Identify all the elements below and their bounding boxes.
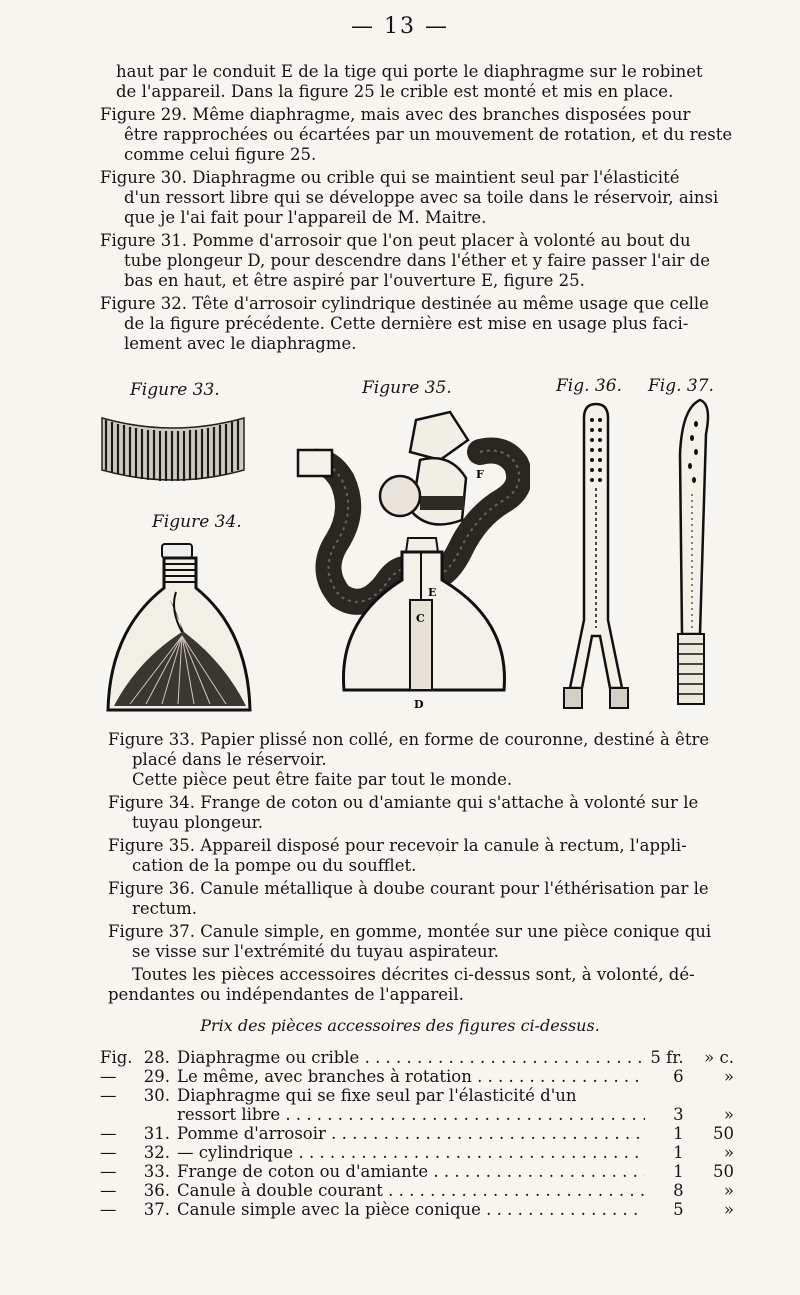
price-fig-number: 37.: [143, 1200, 171, 1219]
paragraph-line: être rapprochées ou écartées par un mouvement de rotation, et du reste: [124, 125, 733, 144]
paragraph-line: Figure 36. Canule métallique à doube courant pour l'éthérisation par le: [108, 879, 709, 898]
price-fig-prefix: —: [100, 1143, 117, 1162]
paragraph-line: cation de la pompe ou du soufflet.: [132, 856, 417, 875]
price-centimes: »: [723, 1181, 734, 1200]
paragraph-line: d'un ressort libre qui se développe avec sa toile dans le réservoir, ainsi: [124, 188, 719, 207]
paragraph-line: lement avec le diaphragme.: [124, 334, 357, 353]
prices-title: Prix des pièces accessoires des figures ci-dessus.: [200, 1016, 600, 1035]
price-fig-prefix: —: [100, 1086, 117, 1105]
price-row: [100, 1200, 740, 1219]
paragraph-figure-35: [108, 836, 744, 876]
price-item-label: Diaphragme ou crible: [177, 1048, 360, 1067]
price-fig-number: 36.: [143, 1181, 171, 1200]
price-francs: 5 fr.: [650, 1048, 684, 1067]
price-centimes: »: [723, 1200, 734, 1219]
paragraph-line: Figure 35. Appareil disposé pour recevoir la canule à rectum, l'appli-: [108, 836, 687, 855]
label-f: F: [476, 468, 484, 481]
price-row: [100, 1086, 740, 1105]
paragraph-line: tuyau plongeur.: [132, 813, 263, 832]
figure-36-caption: Fig. 36.: [556, 376, 622, 396]
price-item-label: Pomme d'arrosoir: [177, 1124, 326, 1143]
price-fig-prefix: —: [100, 1181, 117, 1200]
price-fig-prefix: —: [100, 1124, 117, 1143]
price-row: [100, 1181, 740, 1200]
paragraph-line: Figure 32. Tête d'arrosoir cylindrique destinée au même usage que celle: [100, 294, 709, 313]
paragraph-figure-36: [108, 879, 744, 919]
paragraph-line: de l'appareil. Dans la figure 25 le crible est monté et mis en place.: [116, 82, 674, 101]
price-fig-prefix: —: [100, 1200, 117, 1219]
paragraph-line: Toutes les pièces accessoires décrites ci-dessus sont, à volonté, dé-: [132, 965, 695, 984]
price-fig-prefix: —: [100, 1162, 117, 1181]
price-row: [100, 1143, 740, 1162]
figure-34-flask-illustration: [100, 540, 260, 725]
paragraph-line: Cette pièce peut être faite par tout le monde.: [132, 770, 513, 789]
paragraph-line: pendantes ou indépendantes de l'appareil.: [108, 985, 464, 1004]
paragraph-figure-34: [108, 793, 744, 833]
paragraph-line: Figure 31. Pomme d'arrosoir que l'on peut placer à volonté au bout du: [100, 231, 691, 250]
paragraph-line: haut par le conduit E de la tige qui porte le diaphragme sur le robinet: [116, 62, 703, 81]
price-item-label: — cylindrique: [177, 1143, 294, 1162]
paragraph-figure-29: [100, 105, 740, 165]
price-fig-number: 28.: [143, 1048, 171, 1067]
price-centimes: » c.: [704, 1048, 734, 1067]
price-fig-number: 31.: [143, 1124, 171, 1143]
price-centimes: »: [723, 1067, 734, 1086]
figure-37-rubber-cannula-illustration: [660, 394, 720, 714]
paragraph-line: Figure 33. Papier plissé non collé, en forme de couronne, destiné à être: [108, 730, 710, 749]
paragraph-summary: [108, 965, 744, 1005]
paragraph-line: que je l'ai fait pour l'appareil de M. Maitre.: [124, 208, 487, 227]
label-e: E: [428, 586, 437, 599]
price-francs: 1: [673, 1143, 684, 1162]
price-francs: 8: [673, 1181, 684, 1200]
price-fig-number: 29.: [143, 1067, 171, 1086]
price-francs: 6: [673, 1067, 684, 1086]
price-fig-prefix: —: [100, 1067, 117, 1086]
top-text-block: [100, 62, 740, 357]
price-fig-number: 30.: [143, 1086, 171, 1105]
price-item-label-cont: ressort libre: [177, 1105, 281, 1124]
page-number: — 13 —: [351, 14, 449, 39]
price-item-label: Canule à double courant: [177, 1181, 383, 1200]
price-row: [100, 1048, 740, 1067]
price-fig-number: 33.: [143, 1162, 171, 1181]
figure-33-pleated-paper-illustration: [98, 408, 248, 488]
figure-33-caption: Figure 33.: [130, 380, 220, 400]
price-row: [100, 1067, 740, 1086]
figure-36-metal-cannula-illustration: [556, 398, 636, 718]
paragraph-line: se visse sur l'extrémité du tuyau aspirateur.: [132, 942, 499, 961]
price-francs: 5: [673, 1200, 684, 1219]
paragraph-continuation: [100, 62, 740, 102]
price-francs: 1: [673, 1162, 684, 1181]
paragraph-line: tube plongeur D, pour descendre dans l'éther et y faire passer l'air de: [124, 251, 710, 270]
price-row-continuation: [100, 1105, 740, 1124]
price-fig-number: 32.: [143, 1143, 171, 1162]
price-item-label: Frange de coton ou d'amiante: [177, 1162, 429, 1181]
price-centimes: »: [723, 1143, 734, 1162]
price-list-table: [100, 1048, 740, 1219]
price-item-label: Le même, avec branches à rotation: [177, 1067, 472, 1086]
paragraph-line: Figure 29. Même diaphragme, mais avec des branches disposées pour: [100, 105, 691, 124]
price-centimes: »: [723, 1105, 734, 1124]
price-centimes: 50: [713, 1162, 734, 1181]
figure-35-caption: Figure 35.: [362, 378, 452, 398]
paragraph-line: comme celui figure 25.: [124, 145, 317, 164]
price-francs: 3: [673, 1105, 684, 1124]
paragraph-line: placé dans le réservoir.: [132, 750, 327, 769]
price-row: [100, 1124, 740, 1143]
paragraph-figure-33: [108, 730, 744, 790]
price-item-label: Diaphragme qui se fixe seul par l'élasticité d'un: [177, 1086, 577, 1105]
label-d: D: [414, 698, 424, 711]
paragraph-line: Figure 37. Canule simple, en gomme, montée sur une pièce conique qui: [108, 922, 712, 941]
price-fig-prefix: Fig.: [100, 1048, 133, 1067]
figure-35-apparatus-illustration: [290, 400, 530, 715]
figure-34-caption: Figure 34.: [152, 512, 242, 532]
price-centimes: 50: [713, 1124, 734, 1143]
paragraph-figure-37: [108, 922, 744, 962]
paragraph-line: rectum.: [132, 899, 198, 918]
paragraph-line: Figure 30. Diaphragme ou crible qui se maintient seul par l'élasticité: [100, 168, 680, 187]
price-francs: 1: [673, 1124, 684, 1143]
price-row: [100, 1162, 740, 1181]
label-c: C: [416, 612, 425, 625]
paragraph-figure-31: [100, 231, 740, 291]
paragraph-line: de la figure précédente. Cette dernière est mise en usage plus faci-: [124, 314, 689, 333]
paragraph-figure-32: [100, 294, 740, 354]
paragraph-line: bas en haut, et être aspiré par l'ouverture E, figure 25.: [124, 271, 585, 290]
paragraph-figure-30: [100, 168, 740, 228]
price-item-label: Canule simple avec la pièce conique: [177, 1200, 481, 1219]
paragraph-line: Figure 34. Frange de coton ou d'amiante qui s'attache à volonté sur le: [108, 793, 699, 812]
figure-37-caption: Fig. 37.: [648, 376, 714, 396]
bottom-text-block: [108, 730, 744, 1008]
